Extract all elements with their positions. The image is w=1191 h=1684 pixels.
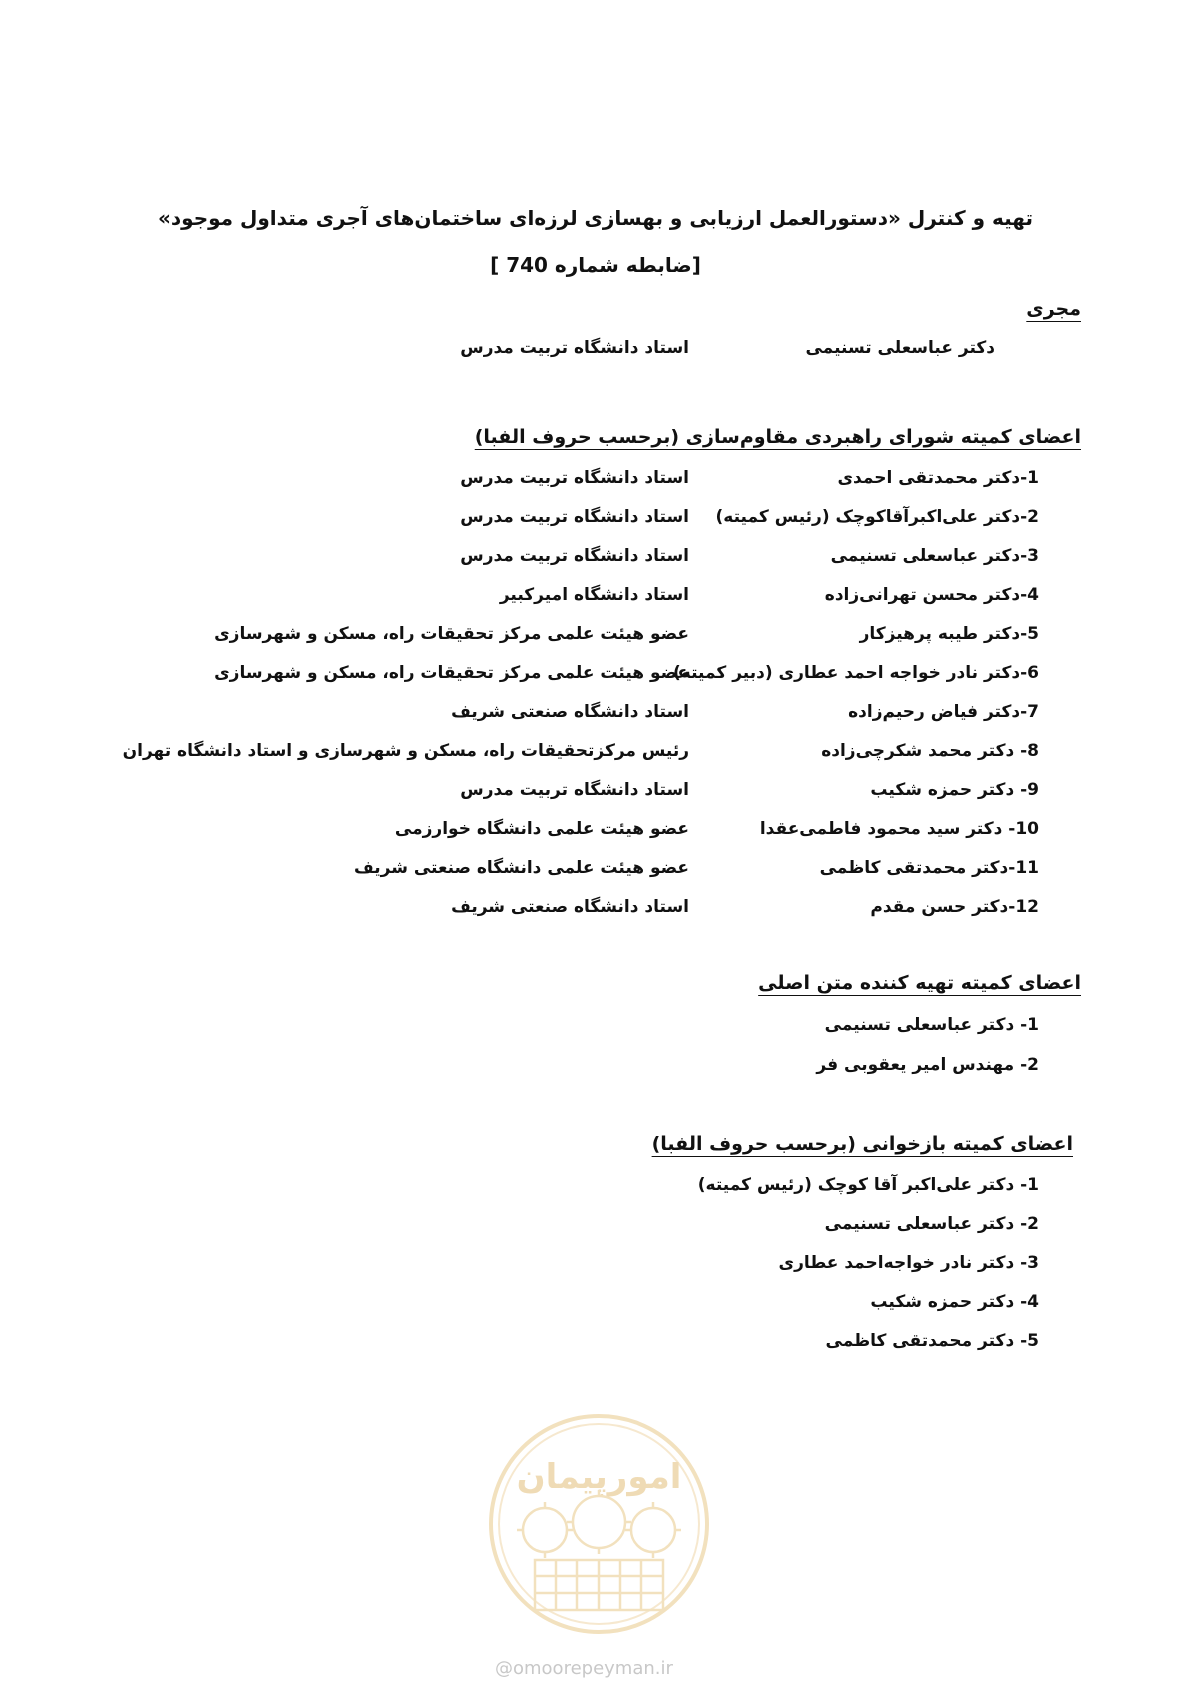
member-role: استاد دانشگاه صنعتی شریف (451, 702, 689, 722)
member-role: استاد دانشگاه تربیت مدرس (460, 546, 689, 566)
member-role: عضو هیئت علمی دانشگاه خوارزمی (394, 819, 689, 839)
member-role: استاد دانشگاه امیرکبیر (499, 585, 689, 605)
member-name: 5-دکتر طیبه پرهیزکار (859, 624, 1039, 644)
member-name: 3-دکتر عباسعلی تسنیمی (830, 546, 1039, 566)
review-committee-heading: اعضای کمیته بازخوانی (برحسب حروف الفبا) (651, 1133, 1073, 1155)
member-role: عضو هیئت علمی مرکز تحقیقات راه، مسکن و شهرسازی (214, 624, 689, 644)
executor-name: دکتر عباسعلی تسنیمی (805, 338, 995, 358)
member-name: 2-دکتر علی‌اکبرآقاکوچک (رئیس کمیته) (715, 507, 1039, 527)
member-role: استاد دانشگاه تربیت مدرس (460, 468, 689, 488)
watermark-seal-icon (485, 1410, 713, 1638)
steering-committee-heading: اعضای کمیته شورای راهبردی مقاوم‌سازی (برحسب حروف الفبا) (474, 426, 1081, 448)
member-role: عضو هیئت علمی مرکز تحقیقات راه، مسکن و شهرسازی (214, 663, 689, 683)
list-item: 4- دکتر حمزه شکیب (870, 1292, 1039, 1312)
list-item (0, 858, 1191, 898)
list-item (0, 897, 1191, 937)
member-role: استاد دانشگاه تربیت مدرس (460, 780, 689, 800)
executor-heading: مجری (1026, 298, 1081, 320)
member-name: 1-دکتر محمدتقی احمدی (837, 468, 1039, 488)
member-name: 7-دکتر فیاض رحیم‌زاده (848, 702, 1039, 722)
member-role: عضو هیئت علمی دانشگاه صنعتی شریف (354, 858, 689, 878)
list-item: 2- دکتر عباسعلی تسنیمی (824, 1214, 1039, 1234)
list-item (0, 741, 1191, 781)
list-item: 1- دکتر عباسعلی تسنیمی (824, 1015, 1039, 1035)
seal-text: امورپیمان (516, 1457, 682, 1497)
member-name: 6-دکتر نادر خواجه احمد عطاری (دبیر کمیته) (673, 663, 1039, 683)
list-item (0, 468, 1191, 508)
list-item: 2- مهندس امیر یعقوبی فر (816, 1055, 1039, 1075)
list-item (0, 780, 1191, 820)
member-role: استاد دانشگاه تربیت مدرس (460, 507, 689, 527)
list-item (0, 663, 1191, 703)
document-title: تهیه و کنترل «دستورالعمل ارزیابی و بهسازی لرزه‌ای ساختمان‌های آجری متداول موجود» (157, 206, 1033, 230)
executor-row (0, 338, 1191, 378)
list-item (0, 624, 1191, 664)
list-item: 3- دکتر نادر خواجه‌احمد عطاری (778, 1253, 1039, 1273)
member-name: 9- دکتر حمزه شکیب (870, 780, 1039, 800)
member-name: 12-دکتر حسن مقدم (870, 897, 1039, 917)
list-item: 5- دکتر محمدتقی کاظمی (825, 1331, 1039, 1351)
drafting-committee-heading: اعضای کمیته تهیه کننده متن اصلی (758, 972, 1081, 994)
watermark-url: @omoorepeyman.ir (495, 1658, 673, 1679)
member-name: 4-دکتر محسن تهرانی‌زاده (824, 585, 1039, 605)
member-name: 10- دکتر سید محمود فاطمی‌عقدا (759, 819, 1039, 839)
list-item (0, 546, 1191, 586)
member-role: رئیس مرکزتحقیقات راه، مسکن و شهرسازی و استاد دانشگاه تهران (122, 741, 689, 761)
member-name: 8- دکتر محمد شکرچی‌زاده (821, 741, 1039, 761)
list-item: 1- دکتر علی‌اکبر آقا کوچک (رئیس کمیته) (697, 1175, 1039, 1195)
list-item (0, 702, 1191, 742)
executor-role: استاد دانشگاه تربیت مدرس (460, 338, 689, 358)
list-item (0, 507, 1191, 547)
member-name: 11-دکتر محمدتقی کاظمی (819, 858, 1039, 878)
list-item (0, 819, 1191, 859)
document-subtitle: [ضابطه شماره 740 ] (490, 253, 701, 277)
member-role: استاد دانشگاه صنعتی شریف (451, 897, 689, 917)
list-item (0, 585, 1191, 625)
